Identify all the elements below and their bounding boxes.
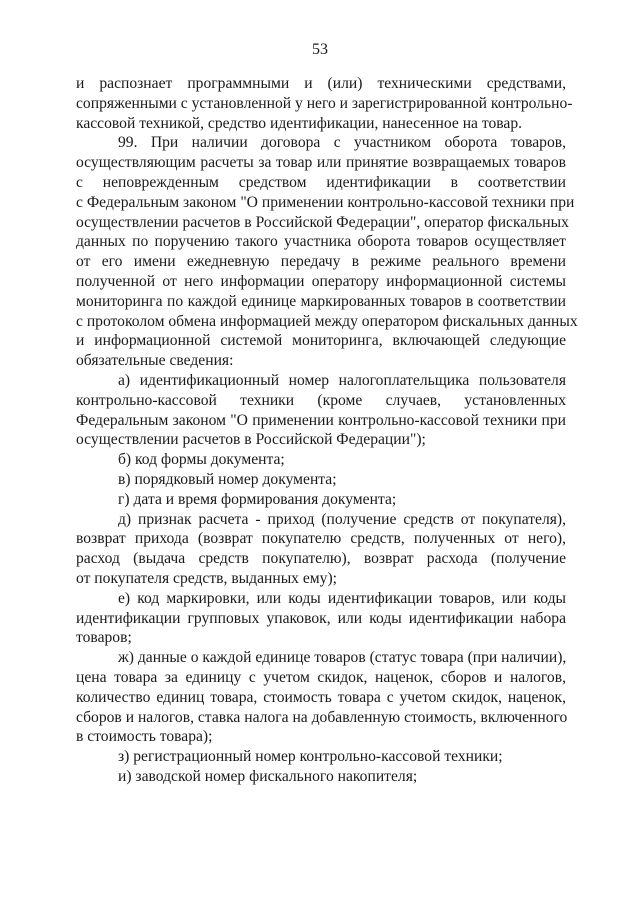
- text-line: с протоколом обмена информацией между оператором фискальных данных: [76, 312, 578, 330]
- paragraph-item-g: [76, 490, 566, 510]
- text-line: цена товара за единицу с учетом скидок, наценок, сборов и налогов,: [76, 668, 566, 686]
- text-line: кассовой техникой, средство идентификации, нанесенное на товар.: [76, 114, 523, 132]
- paragraph-item-i: [76, 767, 566, 787]
- paragraph-item-v: [76, 470, 566, 490]
- paragraph-item-e: [76, 589, 566, 648]
- text-line: возврат прихода (возврат покупателю средств, полученных от него),: [76, 530, 566, 548]
- paragraph-paragraph-99: [76, 133, 578, 371]
- text-line: в стоимость товара);: [76, 728, 213, 746]
- text-line: осуществлении расчетов в Российской Федерации");: [76, 431, 426, 449]
- text-line: г) дата и время формирования документа;: [118, 490, 397, 508]
- text-line: полученной от него информации оператору информационной системы: [76, 272, 566, 290]
- page-number: 53: [312, 41, 328, 58]
- paragraph-item-zh: [76, 648, 566, 747]
- text-line: количество единиц товара, стоимость товара с учетом скидок, наценок,: [76, 688, 566, 706]
- text-line: Федеральным законом "О применении контрольно-кассовой техники при: [76, 411, 566, 429]
- text-line: обязательные сведения:: [76, 352, 234, 370]
- paragraph-item-d: [76, 510, 566, 589]
- text-line: и распознает программными и (или) техническими средствами,: [76, 75, 566, 92]
- text-line: идентификации групповых упаковок, или коды идентификации набора: [76, 609, 566, 627]
- text-line: б) код формы документа;: [118, 451, 285, 469]
- text-line: от его имени ежедневную передачу в режиме реального времени: [76, 253, 566, 271]
- text-line: 99. При наличии договора с участником оборота товаров,: [118, 134, 566, 152]
- text-line: с неповрежденным средством идентификации в соответствии: [76, 173, 566, 191]
- text-line: данных по поручению такого участника оборота товаров осуществляет: [76, 233, 566, 251]
- text-line: расход (выдача средств покупателю), возврат расхода (получение: [76, 550, 566, 568]
- paragraph-item-a: [76, 371, 566, 450]
- text-line: мониторинга по каждой единице маркированных товаров в соответствии: [76, 292, 566, 310]
- text-line: товаров;: [76, 629, 132, 647]
- text-line: а) идентификационный номер налогоплательщика пользователя: [118, 371, 566, 389]
- paragraph-item-z: [76, 747, 566, 767]
- text-line: и информационной системой мониторинга, включающей следующие: [76, 332, 566, 350]
- text-line: сопряженными с установленной у него и зарегистрированной контрольно-: [76, 94, 573, 112]
- text-line: ж) данные о каждой единице товаров (статус товара (при наличии),: [118, 649, 567, 667]
- text-line: е) код маркировки, или коды идентификации товаров, или коды: [118, 589, 566, 607]
- text-line: с Федеральным законом "О применении контрольно-кассовой техники при: [76, 193, 575, 211]
- text-line: и) заводской номер фискального накопителя;: [118, 767, 418, 785]
- text-line: д) признак расчета - приход (получение средств от покупателя),: [118, 510, 566, 528]
- text-line: от покупателя средств, выданных ему);: [76, 569, 337, 587]
- text-line: контрольно-кассовой техники (кроме случаев, установленных: [76, 391, 566, 409]
- text-line: осуществлении расчетов в Российской Федерации", оператор фискальных: [76, 213, 569, 231]
- text-line: з) регистрационный номер контрольно-кассовой техники;: [118, 748, 503, 766]
- document-body: [76, 74, 578, 787]
- text-line: осуществляющим расчеты за товар или принятие возвращаемых товаров: [76, 154, 566, 172]
- text-line: сборов и налогов, ставка налога на добавленную стоимость, включенного: [76, 708, 568, 726]
- paragraph-intro-continued: [76, 74, 573, 133]
- text-line: в) порядковый номер документа;: [118, 470, 337, 488]
- paragraph-item-b: [76, 450, 566, 470]
